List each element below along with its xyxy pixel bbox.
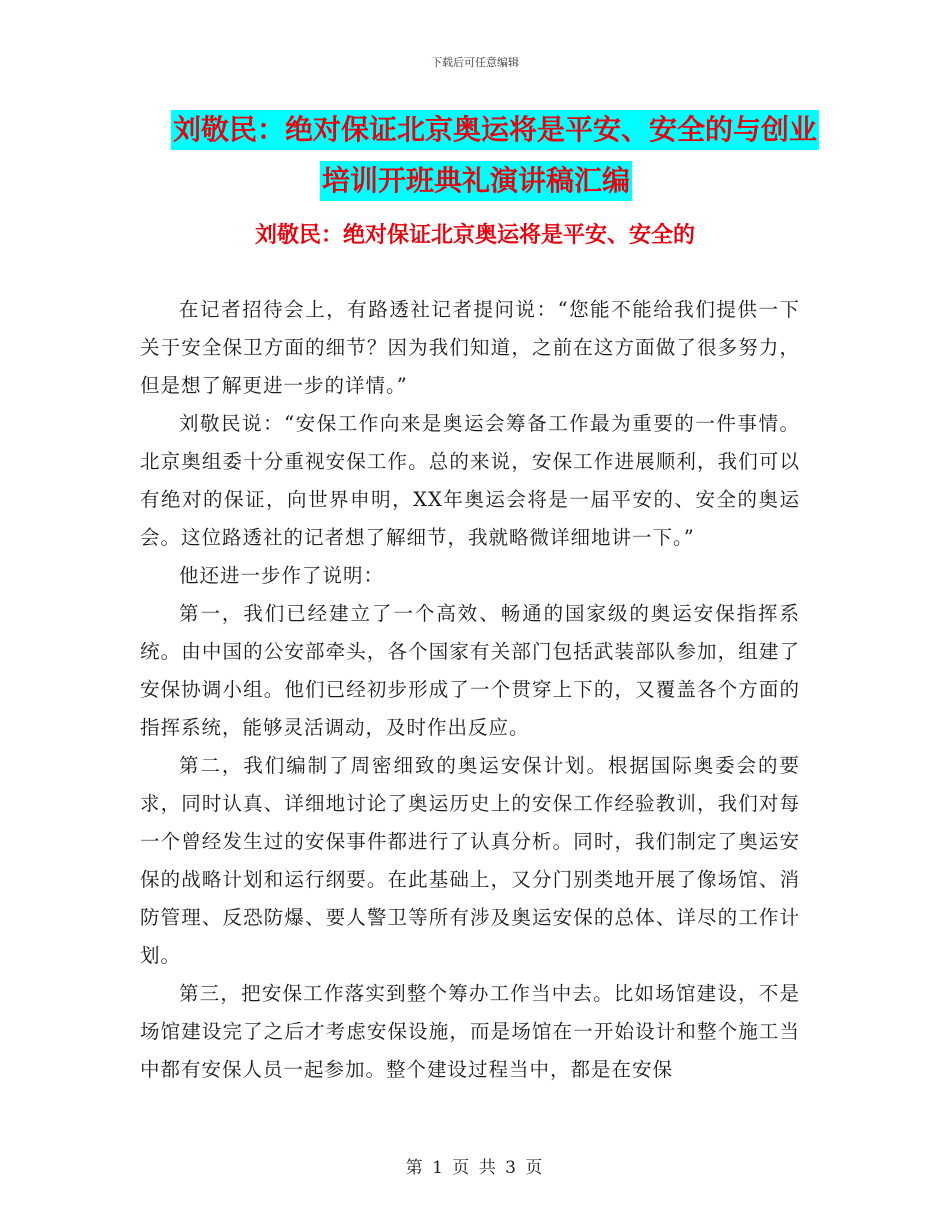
section-heading: 刘敬民：绝对保证北京奥运将是平安、安全的 <box>254 222 695 248</box>
document-title <box>0 110 950 201</box>
paragraph: 他还进一步作了说明： <box>179 564 385 587</box>
paragraph: 第二，我们编制了周密细致的奥运安保计划。根据国际奥委会的要求，同时认真、详细地讨论了奥运历史上的安保工作经验教训，我们对每一个曾经发生过的安保事件都进行了认真分析。同时，我们制定了奥运安保的战略计划和运行纲要。在此基础上，又分门别类地开展了像场馆、消防管理、反恐防爆、要人警卫等所有涉及奥运安保的总体、详尽的工作计划。 <box>140 754 800 967</box>
paragraph: 第一，我们已经建立了一个高效、畅通的国家级的奥运安保指挥系统。由中国的公安部牵头，各个国家有关部门包括武装部队参加，组建了安保协调小组。他们已经初步形成了一个贯穿上下的，又覆盖各个方面的指挥系统，能够灵活调动，及时作出反应。 <box>140 602 800 739</box>
paragraph: 刘敬民说：“安保工作向来是奥运会筹备工作最为重要的一件事情。北京奥组委十分重视安保工作。总的来说，安保工作进展顺利，我们可以有绝对的保证，向世界申明，XX年奥运会将是一届平安的、安全的奥运会。这位路透社的记者想了解细节，我就略微详细地讲一下。” <box>140 412 800 549</box>
paragraph: 第三，把安保工作落实到整个筹办工作当中去。比如场馆建设，不是场馆建设完了之后才考虑安保设施，而是场馆在一开始设计和整个施工当中都有安保人员一起参加。整个建设过程当中，都是在安保 <box>140 982 800 1081</box>
title-line-1: 刘敬民：绝对保证北京奥运将是平安、安全的与创业 <box>171 110 819 150</box>
header-note: 下载后可任意编辑 <box>431 56 519 69</box>
paragraph: 在记者招待会上，有路透社记者提问说：“您能不能给我们提供一下关于安全保卫方面的细节？因为我们知道，之前在这方面做了很多努力，但是想了解更进一步的详情。” <box>140 298 800 397</box>
document-body <box>140 291 800 1089</box>
title-line-2: 培训开班典礼演讲稿汇编 <box>320 161 632 201</box>
page-footer: 第 1 页 共 3 页 <box>405 1158 545 1178</box>
